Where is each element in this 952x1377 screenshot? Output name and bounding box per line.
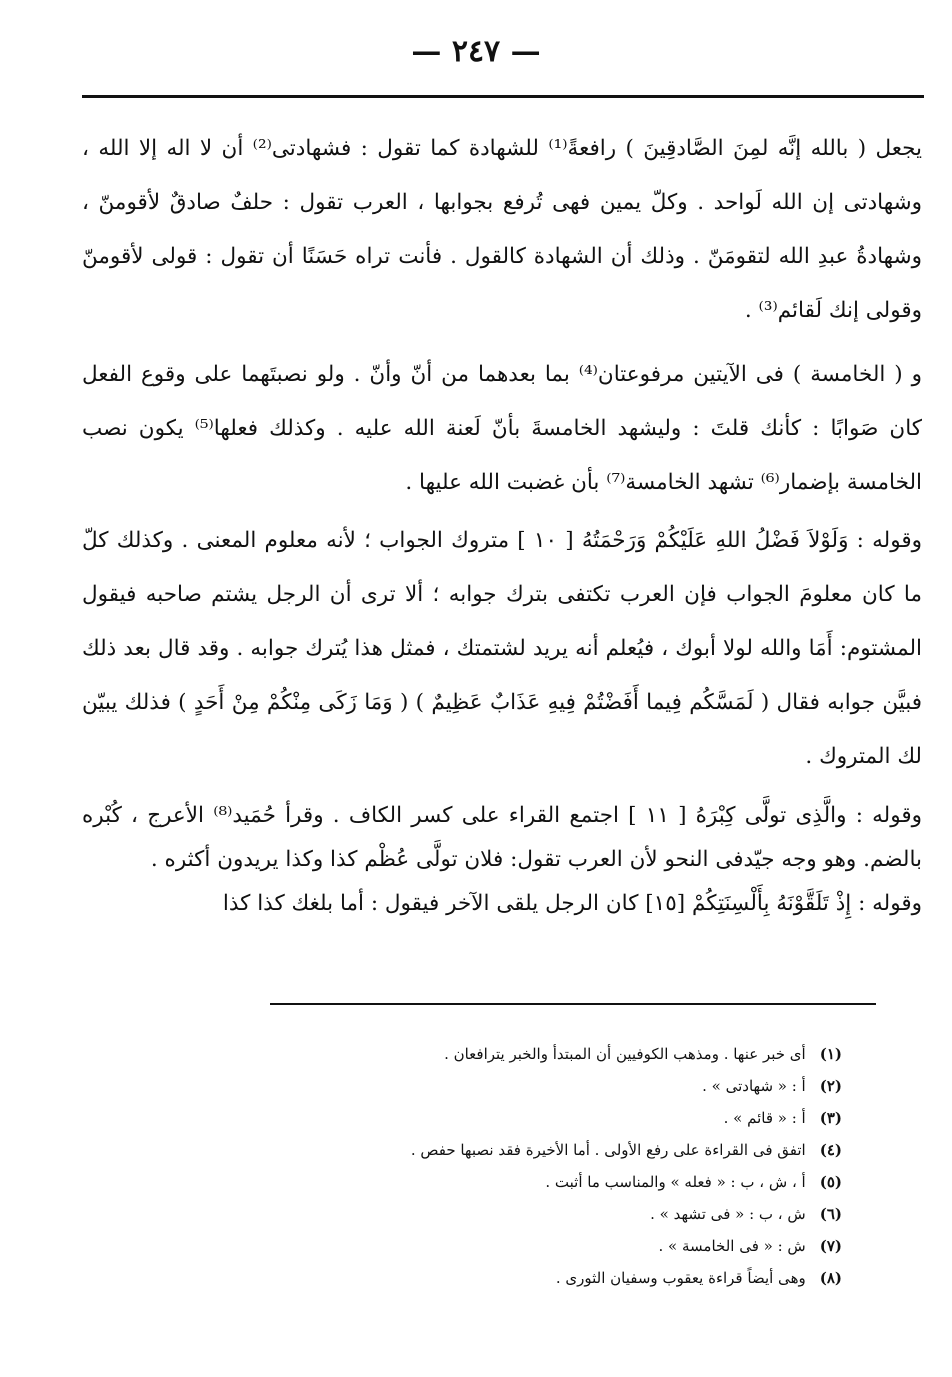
footnote bbox=[242, 1070, 842, 1102]
footnote-number: (١) bbox=[819, 1045, 842, 1063]
footnote-text: أ : « قائم » . bbox=[723, 1109, 806, 1127]
header-rule bbox=[82, 95, 924, 98]
footnote bbox=[242, 1198, 842, 1230]
page-number: — ٢٤٧ — bbox=[411, 34, 541, 69]
footnote-text: أ ، ش ، ب : « فعله » والمناسب ما أثبت . bbox=[545, 1173, 806, 1191]
footnote bbox=[242, 1166, 842, 1198]
footnotes bbox=[242, 1038, 842, 1294]
footnote-number: (٢) bbox=[819, 1077, 842, 1095]
footnote bbox=[242, 1038, 842, 1070]
footnote-number: (٧) bbox=[819, 1237, 842, 1255]
paragraph: وقوله : وَلَوْلاَ فَضْلُ اللهِ عَلَيْكُمْ وَرَحْمَتُهُ [ ١٠ ] متروك الجواب ؛ لأنه معلوم المعنى . وكذلك كلّ ما كان معلومَ الجواب فإن العرب تكتفى بترك جوابه ؛ ألا ترى أن الرجل يشتم صاحبه فيقول المشتوم: أَمَا والله لولا أبوك ، فيُعلم أنه يريد لشتمتك ، فمثل هذا يُترك جوابه . وقد قال بعد ذلك فبيَّن جوابه فقال ( لَمَسَّكُم فِيما أَفَضْتُمْ فِيهِ عَذَابٌ عَظِيمٌ ) ( وَمَا زَكَى مِنْكُمْ مِنْ أَحَدٍ ) فذلك يبيّن لك المتروك . bbox=[82, 528, 922, 769]
paragraph: و ( الخامسة ) فى الآيتين مرفوعتان⁽⁴⁾ بما بعدهما من أنّ وأنّ . ولو نصبتَهما على وقوع الفعل كان صَوابًا : كأنك قلتَ : وليشهد الخامسةَ بأنّ لَعنة الله عليه . وكذلك فعلها⁽⁵⁾ يكون نصب الخامسة بإضمار⁽⁶⁾ تشهد الخامسة⁽⁷⁾ بأن غضبت الله عليها . bbox=[82, 362, 922, 495]
footnote-rule bbox=[270, 1003, 876, 1005]
footnote-text: اتفق فى القراءة على رفع الأولى . أما الأخيرة فقد نصبها حفص . bbox=[410, 1141, 806, 1159]
footnote-text: أ : « شهادتى » . bbox=[702, 1077, 806, 1095]
footnote-number: (٥) bbox=[819, 1173, 842, 1191]
footnote-number: (٣) bbox=[819, 1109, 842, 1127]
footnote-text: ش : « فى الخامسة » . bbox=[658, 1237, 806, 1255]
footnote-text: أى خبر عنها . ومذهب الكوفيين أن المبتدأ والخبر يترافعان . bbox=[444, 1045, 806, 1063]
footnote-number: (٦) bbox=[819, 1205, 842, 1223]
footnote bbox=[242, 1134, 842, 1166]
footnote bbox=[242, 1102, 842, 1134]
paragraph: يجعل ( بالله إنَّه لمِنَ الصَّادقِينَ ) رافعةً⁽¹⁾ للشهادة كما تقول : فشهادتى⁽²⁾ أن لا اله إلا الله ، وشهادتى إن الله لَواحد . وكلّ يمين فهى تُرفع بجوابها ، العرب تقول : حلفٌ صادقٌ لأقومنّ ، وشهادةُ عبدِ الله لتقومَنّ . وذلك أن الشهادة كالقول . فأنت تراه حَسَنًا أن تقول : قولى لأقومنّ وقولى إنك لَقائم⁽³⁾ . bbox=[82, 136, 922, 323]
paragraph: وقوله : إِذْ تَلَقَّوْنَهُ بِأَلْسِنَتِكُمْ [١٥] كان الرجل يلقى الآخر فيقول : أما بلغك كذا كذا bbox=[222, 891, 922, 916]
footnote-text: ش ، ب : « فى تشهد » . bbox=[650, 1205, 806, 1223]
footnote bbox=[242, 1262, 842, 1294]
footnote-text: وهى أيضاً قراءة يعقوب وسفيان الثورى . bbox=[555, 1269, 806, 1287]
main-text bbox=[82, 122, 922, 926]
footnote-number: (٤) bbox=[819, 1141, 842, 1159]
footnote bbox=[242, 1230, 842, 1262]
footnote-number: (٨) bbox=[819, 1269, 842, 1287]
paragraph: وقوله : والَّذِى تولَّى كِبْرَهُ [ ١١ ] اجتمع القراء على كسر الكاف . وقرأ حُمَيد⁽⁸⁾ الأعرج ، كُبْره بالضم. وهو وجه جيّدفى النحو لأن العرب تقول: فلان تولَّى عُظْم كذا وكذا يريدون أكثره . bbox=[82, 803, 922, 872]
